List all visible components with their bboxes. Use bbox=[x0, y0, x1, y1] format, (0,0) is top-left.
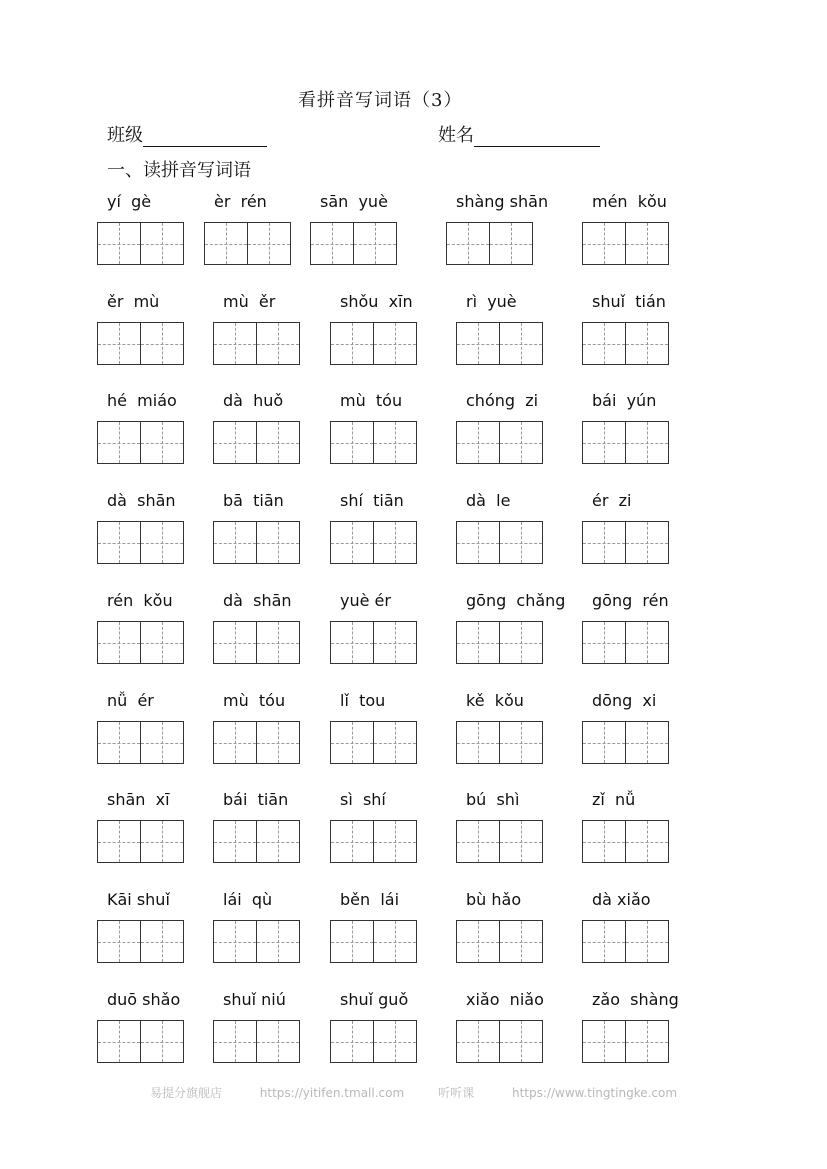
character-cell[interactable] bbox=[457, 1021, 499, 1062]
character-cell[interactable] bbox=[625, 821, 668, 862]
character-cell[interactable] bbox=[373, 522, 416, 563]
pinyin-label: sì shí bbox=[340, 790, 386, 809]
character-cell[interactable] bbox=[140, 622, 183, 663]
character-cell[interactable] bbox=[625, 622, 668, 663]
character-cell[interactable] bbox=[214, 921, 256, 962]
writing-boxes bbox=[97, 421, 184, 464]
writing-boxes bbox=[213, 521, 300, 564]
footer bbox=[0, 1084, 827, 1101]
character-cell[interactable] bbox=[499, 821, 542, 862]
writing-boxes bbox=[330, 322, 417, 365]
character-cell[interactable] bbox=[214, 422, 256, 463]
character-cell[interactable] bbox=[140, 921, 183, 962]
writing-boxes bbox=[330, 421, 417, 464]
character-cell[interactable] bbox=[140, 422, 183, 463]
pinyin-label: dà huǒ bbox=[223, 391, 284, 410]
writing-boxes bbox=[330, 920, 417, 963]
footer-shop bbox=[150, 1086, 404, 1100]
pinyin-label: shuǐ guǒ bbox=[340, 990, 409, 1009]
writing-boxes bbox=[213, 322, 300, 365]
writing-boxes bbox=[310, 222, 397, 265]
class-blank[interactable] bbox=[143, 128, 267, 147]
character-cell[interactable] bbox=[625, 223, 668, 264]
character-cell[interactable] bbox=[98, 522, 140, 563]
character-cell[interactable] bbox=[331, 622, 373, 663]
character-cell[interactable] bbox=[98, 1021, 140, 1062]
pinyin-label: mén kǒu bbox=[592, 192, 667, 211]
writing-boxes bbox=[213, 721, 300, 764]
class-label: 班级 bbox=[107, 125, 143, 146]
pinyin-label: dà le bbox=[466, 491, 511, 510]
writing-boxes bbox=[582, 222, 669, 265]
pinyin-label: bú shì bbox=[466, 790, 520, 809]
character-cell[interactable] bbox=[373, 821, 416, 862]
character-cell[interactable] bbox=[499, 1021, 542, 1062]
character-cell[interactable] bbox=[311, 223, 353, 264]
character-cell[interactable] bbox=[98, 422, 140, 463]
pinyin-label: yuè ér bbox=[340, 591, 391, 610]
pinyin-label: běn lái bbox=[340, 890, 400, 909]
pinyin-label: dà xiǎo bbox=[592, 890, 651, 909]
pinyin-label: dà shān bbox=[107, 491, 176, 510]
pinyin-label: dà shān bbox=[223, 591, 292, 610]
character-cell[interactable] bbox=[98, 722, 140, 763]
writing-boxes bbox=[97, 721, 184, 764]
character-cell[interactable] bbox=[457, 323, 499, 364]
character-cell[interactable] bbox=[499, 622, 542, 663]
character-cell[interactable] bbox=[373, 1021, 416, 1062]
writing-boxes bbox=[582, 1020, 669, 1063]
character-cell[interactable] bbox=[331, 921, 373, 962]
character-cell[interactable] bbox=[457, 821, 499, 862]
character-cell[interactable] bbox=[447, 223, 489, 264]
pinyin-label: zǐ nǚ bbox=[592, 790, 636, 809]
character-cell[interactable] bbox=[583, 622, 625, 663]
character-cell[interactable] bbox=[583, 323, 625, 364]
character-cell[interactable] bbox=[140, 522, 183, 563]
character-cell[interactable] bbox=[373, 323, 416, 364]
character-cell[interactable] bbox=[353, 223, 396, 264]
writing-boxes bbox=[330, 721, 417, 764]
writing-boxes bbox=[582, 820, 669, 863]
character-cell[interactable] bbox=[499, 323, 542, 364]
writing-boxes bbox=[456, 1020, 543, 1063]
character-cell[interactable] bbox=[98, 821, 140, 862]
character-cell[interactable] bbox=[205, 223, 247, 264]
character-cell[interactable] bbox=[625, 722, 668, 763]
character-cell[interactable] bbox=[583, 522, 625, 563]
character-cell[interactable] bbox=[583, 722, 625, 763]
character-cell[interactable] bbox=[373, 422, 416, 463]
pinyin-label: lái qù bbox=[223, 890, 273, 909]
writing-boxes bbox=[582, 322, 669, 365]
footer-site-name: 听听课 bbox=[438, 1086, 475, 1100]
character-cell[interactable] bbox=[214, 821, 256, 862]
character-cell[interactable] bbox=[625, 1021, 668, 1062]
writing-boxes bbox=[97, 1020, 184, 1063]
character-cell[interactable] bbox=[373, 622, 416, 663]
pinyin-label: bù hǎo bbox=[466, 890, 522, 909]
pinyin-label: chóng zi bbox=[466, 391, 539, 410]
writing-boxes bbox=[330, 1020, 417, 1063]
pinyin-label: ěr mù bbox=[107, 292, 160, 311]
character-cell[interactable] bbox=[256, 1021, 299, 1062]
writing-boxes bbox=[97, 222, 184, 265]
writing-boxes bbox=[456, 521, 543, 564]
character-cell[interactable] bbox=[256, 921, 299, 962]
writing-boxes bbox=[330, 521, 417, 564]
character-cell[interactable] bbox=[331, 821, 373, 862]
character-cell[interactable] bbox=[583, 1021, 625, 1062]
writing-boxes bbox=[213, 1020, 300, 1063]
pinyin-label: ér zi bbox=[592, 491, 632, 510]
character-cell[interactable] bbox=[583, 921, 625, 962]
pinyin-label: dōng xi bbox=[592, 691, 657, 710]
writing-boxes bbox=[213, 621, 300, 664]
character-cell[interactable] bbox=[214, 323, 256, 364]
pinyin-label: shǒu xīn bbox=[340, 292, 413, 311]
class-field bbox=[107, 121, 267, 147]
character-cell[interactable] bbox=[457, 722, 499, 763]
character-cell[interactable] bbox=[457, 921, 499, 962]
writing-boxes bbox=[456, 920, 543, 963]
pinyin-label: rì yuè bbox=[466, 292, 517, 311]
writing-boxes bbox=[213, 820, 300, 863]
writing-boxes bbox=[446, 222, 533, 265]
character-cell[interactable] bbox=[499, 722, 542, 763]
character-cell[interactable] bbox=[140, 722, 183, 763]
writing-boxes bbox=[330, 621, 417, 664]
pinyin-label: lǐ tou bbox=[340, 691, 386, 710]
character-cell[interactable] bbox=[625, 422, 668, 463]
character-cell[interactable] bbox=[140, 1021, 183, 1062]
writing-boxes bbox=[456, 721, 543, 764]
pinyin-label: shuǐ tián bbox=[592, 292, 666, 311]
pinyin-label: shān xī bbox=[107, 790, 170, 809]
name-label: 姓名 bbox=[438, 125, 474, 146]
character-cell[interactable] bbox=[331, 1021, 373, 1062]
footer-site bbox=[438, 1086, 677, 1100]
pinyin-label: hé miáo bbox=[107, 391, 177, 410]
character-cell[interactable] bbox=[256, 422, 299, 463]
pinyin-label: bái yún bbox=[592, 391, 657, 410]
footer-site-url: https://www.tingtingke.com bbox=[512, 1086, 678, 1100]
writing-boxes bbox=[204, 222, 291, 265]
writing-boxes bbox=[582, 920, 669, 963]
character-cell[interactable] bbox=[214, 622, 256, 663]
name-field bbox=[438, 121, 600, 147]
pinyin-label: bā tiān bbox=[223, 491, 284, 510]
character-cell[interactable] bbox=[98, 921, 140, 962]
pinyin-label: bái tiān bbox=[223, 790, 289, 809]
character-cell[interactable] bbox=[583, 422, 625, 463]
writing-boxes bbox=[582, 621, 669, 664]
footer-shop-name: 易提分旗舰店 bbox=[149, 1086, 222, 1100]
character-cell[interactable] bbox=[214, 722, 256, 763]
character-cell[interactable] bbox=[625, 921, 668, 962]
writing-boxes bbox=[582, 721, 669, 764]
writing-boxes bbox=[97, 322, 184, 365]
pinyin-label: gōng rén bbox=[592, 591, 669, 610]
character-cell[interactable] bbox=[140, 223, 183, 264]
pinyin-label: xiǎo niǎo bbox=[466, 990, 544, 1009]
writing-boxes bbox=[97, 820, 184, 863]
page-title: 看拼音写词语（3） bbox=[298, 90, 463, 111]
name-blank[interactable] bbox=[474, 128, 600, 147]
character-cell[interactable] bbox=[583, 223, 625, 264]
character-cell[interactable] bbox=[499, 422, 542, 463]
writing-boxes bbox=[97, 920, 184, 963]
character-cell[interactable] bbox=[256, 323, 299, 364]
writing-boxes bbox=[97, 621, 184, 664]
character-cell[interactable] bbox=[256, 722, 299, 763]
pinyin-label: mù tóu bbox=[340, 391, 403, 410]
pinyin-label: shàng shān bbox=[456, 192, 549, 211]
pinyin-label: yí gè bbox=[107, 192, 152, 211]
pinyin-label: Kāi shuǐ bbox=[107, 890, 170, 909]
character-cell[interactable] bbox=[583, 821, 625, 862]
pinyin-label: shuǐ niú bbox=[223, 990, 286, 1009]
character-cell[interactable] bbox=[331, 522, 373, 563]
character-cell[interactable] bbox=[140, 821, 183, 862]
pinyin-label: mù tóu bbox=[223, 691, 286, 710]
character-cell[interactable] bbox=[457, 622, 499, 663]
writing-boxes bbox=[582, 421, 669, 464]
character-cell[interactable] bbox=[373, 921, 416, 962]
character-cell[interactable] bbox=[256, 522, 299, 563]
pinyin-label: èr rén bbox=[214, 192, 267, 211]
pinyin-label: gōng chǎng bbox=[466, 591, 566, 610]
pinyin-label: zǎo shàng bbox=[592, 990, 679, 1009]
writing-boxes bbox=[456, 322, 543, 365]
writing-boxes bbox=[213, 421, 300, 464]
pinyin-label: duō shǎo bbox=[107, 990, 181, 1009]
character-cell[interactable] bbox=[489, 223, 532, 264]
character-cell[interactable] bbox=[331, 722, 373, 763]
pinyin-label: sān yuè bbox=[320, 192, 388, 211]
writing-boxes bbox=[213, 920, 300, 963]
character-cell[interactable] bbox=[457, 422, 499, 463]
footer-shop-url: https://yitifen.tmall.com bbox=[259, 1086, 405, 1100]
writing-boxes bbox=[330, 820, 417, 863]
pinyin-label: rén kǒu bbox=[107, 591, 173, 610]
character-cell[interactable] bbox=[256, 622, 299, 663]
writing-boxes bbox=[456, 820, 543, 863]
character-cell[interactable] bbox=[256, 821, 299, 862]
character-cell[interactable] bbox=[625, 323, 668, 364]
character-cell[interactable] bbox=[331, 422, 373, 463]
pinyin-label: mù ěr bbox=[223, 292, 276, 311]
character-cell[interactable] bbox=[625, 522, 668, 563]
character-cell[interactable] bbox=[98, 622, 140, 663]
writing-boxes bbox=[456, 621, 543, 664]
character-cell[interactable] bbox=[140, 323, 183, 364]
pinyin-label: nǚ ér bbox=[107, 691, 154, 710]
character-cell[interactable] bbox=[499, 921, 542, 962]
pinyin-label: kě kǒu bbox=[466, 691, 524, 710]
writing-boxes bbox=[582, 521, 669, 564]
character-cell[interactable] bbox=[214, 522, 256, 563]
section-title: 一、读拼音写词语 bbox=[107, 160, 251, 181]
character-cell[interactable] bbox=[331, 323, 373, 364]
character-cell[interactable] bbox=[457, 522, 499, 563]
character-cell[interactable] bbox=[98, 223, 140, 264]
pinyin-label: shí tiān bbox=[340, 491, 404, 510]
character-cell[interactable] bbox=[98, 323, 140, 364]
character-cell[interactable] bbox=[247, 223, 290, 264]
character-cell[interactable] bbox=[499, 522, 542, 563]
writing-boxes bbox=[97, 521, 184, 564]
character-cell[interactable] bbox=[373, 722, 416, 763]
writing-boxes bbox=[456, 421, 543, 464]
character-cell[interactable] bbox=[214, 1021, 256, 1062]
